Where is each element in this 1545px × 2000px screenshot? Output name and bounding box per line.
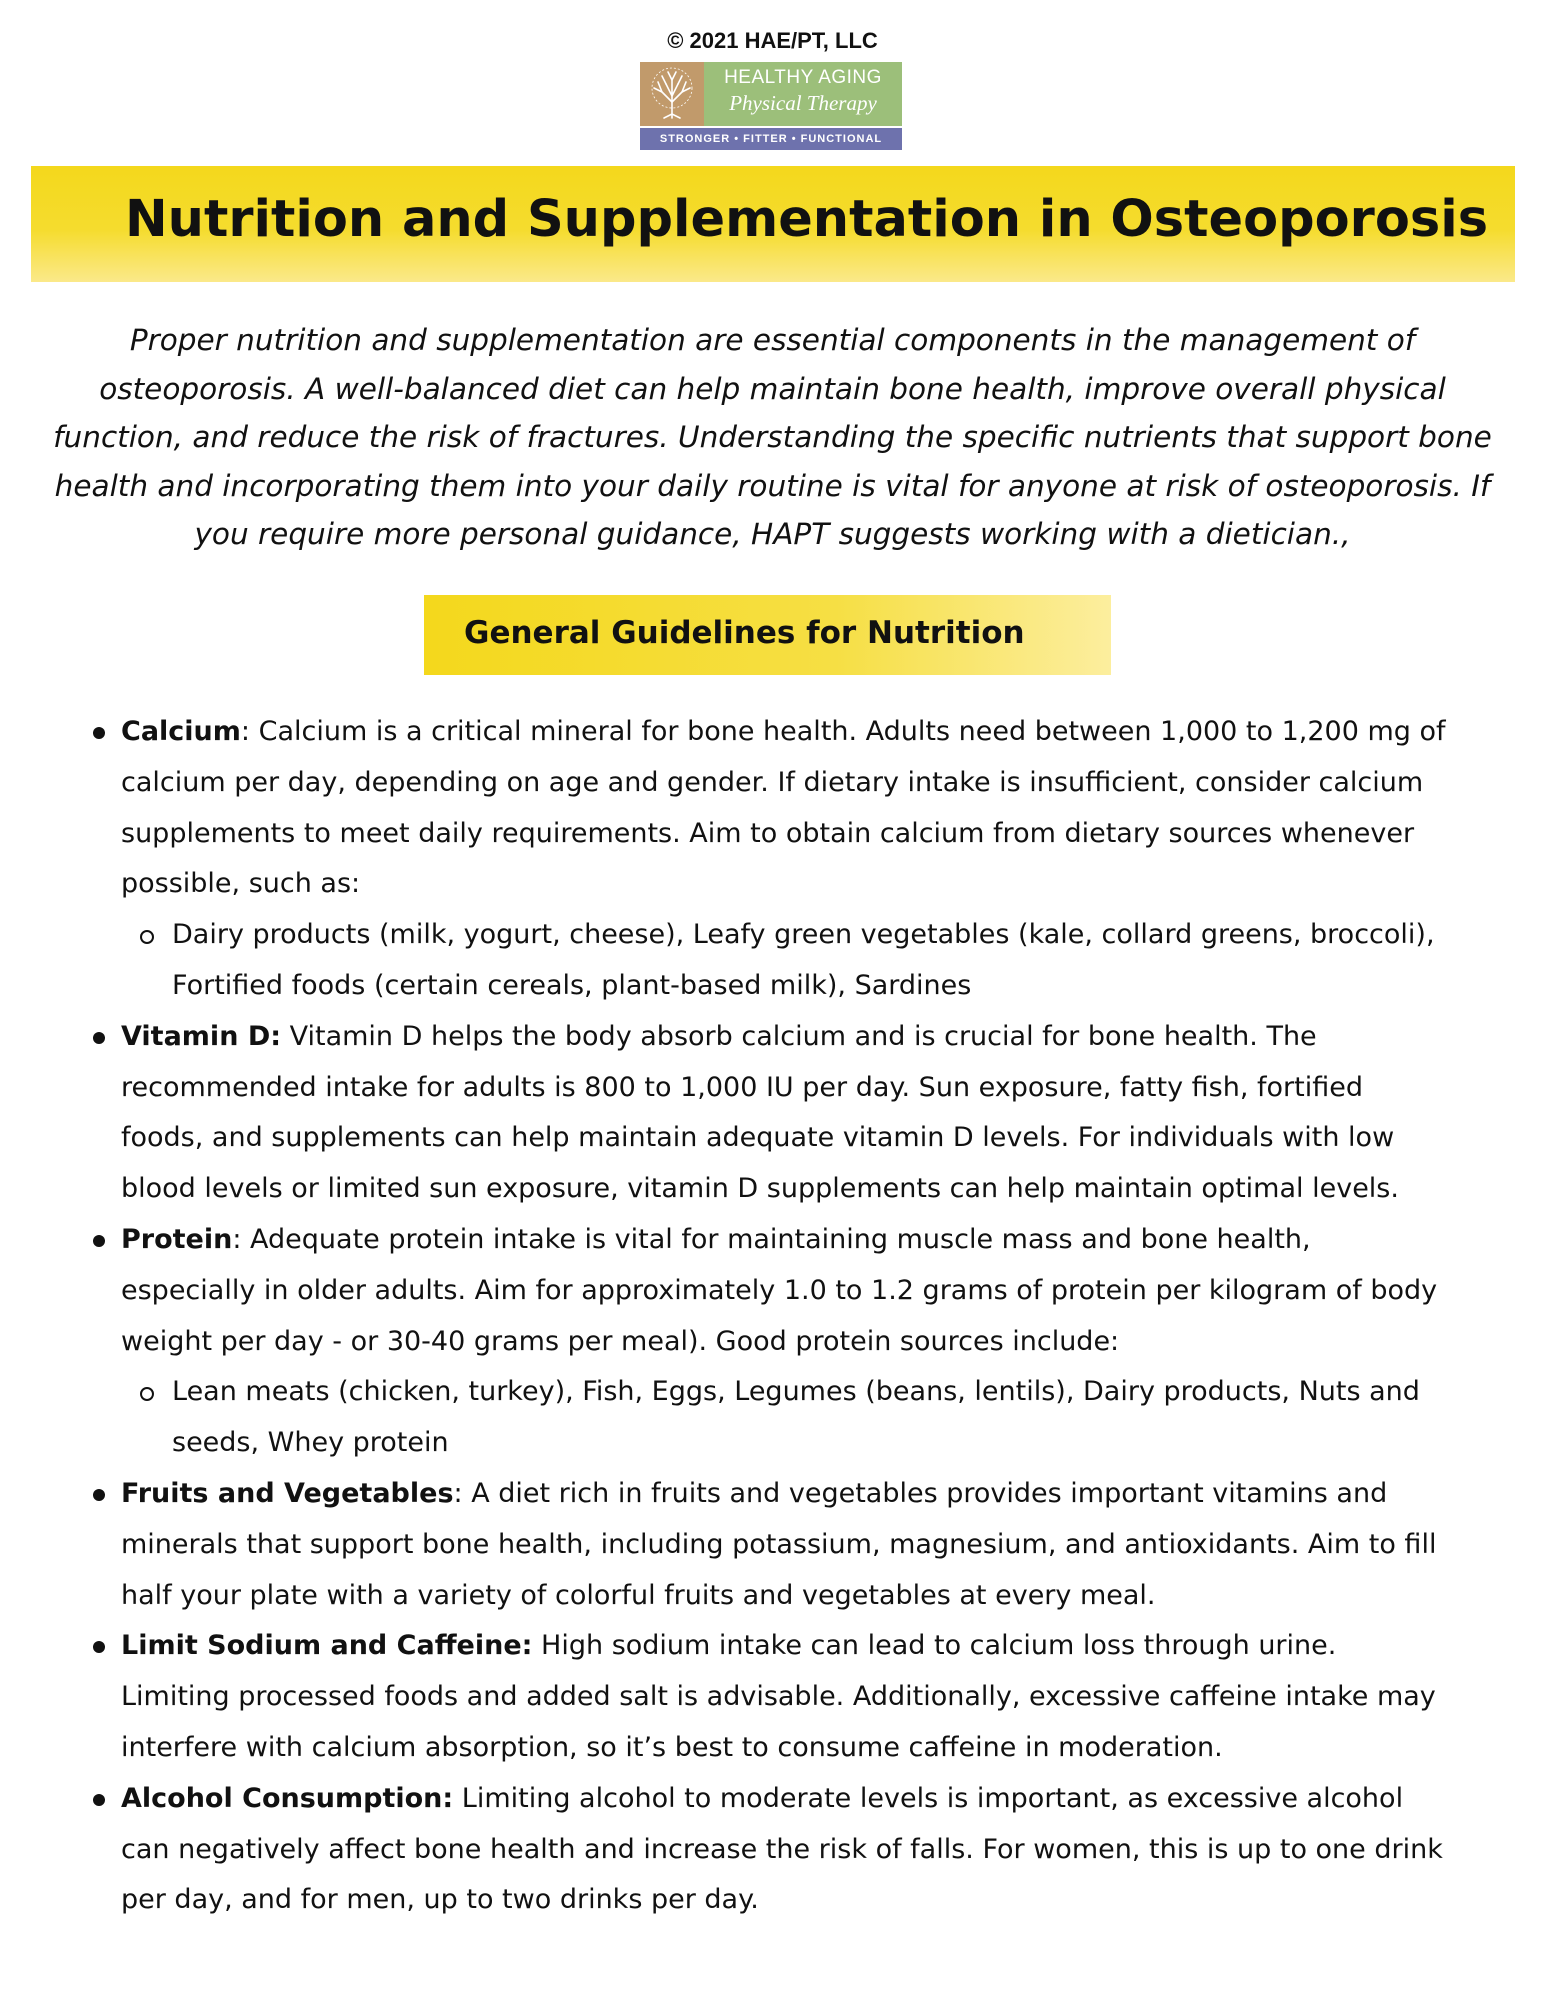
section-banner bbox=[424, 595, 1111, 675]
page-title: Nutrition and Supplementation in Osteoporosis bbox=[125, 190, 1489, 249]
guideline-alcohol bbox=[121, 1774, 1451, 1926]
guideline-sodium-caffeine bbox=[121, 1621, 1451, 1773]
title-banner bbox=[31, 166, 1515, 282]
healthy-aging-logo bbox=[640, 62, 902, 150]
copyright-notice: © 2021 HAE/PT, LLC bbox=[667, 28, 878, 53]
guideline-fruits-vegetables bbox=[121, 1469, 1451, 1621]
protein-sources: Lean meats (chicken, turkey), Fish, Eggs, Legumes (beans, lentils), Dairy products, Nuts and seeds, Whey protein bbox=[172, 1367, 1451, 1469]
logo-line-2: Physical Therapy bbox=[729, 91, 877, 115]
section-title: General Guidelines for Nutrition bbox=[464, 615, 1025, 651]
guideline-term: Vitamin D: bbox=[121, 1020, 282, 1052]
guideline-term: Limit Sodium and Caffeine: bbox=[121, 1630, 533, 1662]
calcium-sources: Dairy products (milk, yogurt, cheese), Leafy green vegetables (kale, collard greens, broccoli), Fortified foods (certain cereals, plant-based milk), Sardines bbox=[172, 910, 1451, 1012]
guideline-text: : Adequate protein intake is vital for maintaining muscle mass and bone health, especially in older adults. Aim for approximately 1.0 to 1.2 grams of protein per kilogram of body weight per day - or 30-40 grams per meal). Good protein sources include: bbox=[121, 1223, 1438, 1357]
guideline-term: Calcium bbox=[121, 716, 241, 747]
guideline-text: : A diet rich in fruits and vegetables provides important vitamins and minerals that support bone health, including potassium, magnesium, and antioxidants. Aim to fill half your plate with a variety of colorful fruits and vegetables at every meal. bbox=[121, 1477, 1437, 1611]
calcium-sources-list bbox=[121, 910, 1451, 1012]
protein-sources-list bbox=[121, 1367, 1451, 1469]
guideline-term: Fruits and Vegetables bbox=[121, 1477, 454, 1509]
intro-paragraph: Proper nutrition and supplementation are essential components in the management of osteoporosis. A well-balanced diet can help maintain bone health, improve overall physical function, and reduce the risk of fractures. Understanding the specific nutrients that support bone health and incorporating them into your daily routine is vital for anyone at risk of osteoporosis. If you require more personal guidance, HAPT suggests working with a dietician., bbox=[53, 323, 1492, 551]
logo-tagline: STRONGER • FITTER • FUNCTIONAL bbox=[640, 128, 902, 150]
tree-icon bbox=[640, 62, 704, 126]
guidelines-list bbox=[0, 707, 1545, 1926]
guideline-term: Protein bbox=[121, 1223, 233, 1255]
guideline-vitamin-d bbox=[121, 1012, 1451, 1215]
guideline-calcium bbox=[121, 707, 1451, 1012]
guideline-text: : Calcium is a critical mineral for bone health. Adults need between 1,000 to 1,200 mg of calcium per day, depending on age and gender. If dietary intake is insufficient, consider calcium supplements to meet daily requirements. Aim to obtain calcium from dietary sources whenever possible, such as: bbox=[121, 716, 1446, 900]
logo-text-box bbox=[704, 62, 902, 126]
logo-line-1: HEALTHY AGING bbox=[724, 67, 882, 88]
guideline-text: Limiting alcohol to moderate levels is important, as excessive alcohol can negatively affect bone health and increase the risk of falls. For women, this is up to one drink per day, and for men, up to two drinks per day. bbox=[121, 1782, 1443, 1916]
guideline-text: Vitamin D helps the body absorb calcium and is crucial for bone health. The recommended intake for adults is 800 to 1,000 IU per day. Sun exposure, fatty fish, fortified foods, and supplements can help maintain adequate vitamin D levels. For individuals with low blood levels or limited sun exposure, vitamin D supplements can help maintain optimal levels. bbox=[121, 1020, 1399, 1205]
guideline-text: High sodium intake can lead to calcium loss through urine. Limiting processed foods and added salt is advisable. Additionally, excessive caffeine intake may interfere with calcium absorption, so it’s best to consume caffeine in moderation. bbox=[121, 1630, 1436, 1763]
guideline-term: Alcohol Consumption: bbox=[121, 1782, 454, 1814]
guideline-protein bbox=[121, 1215, 1451, 1469]
logo-top-row bbox=[640, 62, 902, 126]
